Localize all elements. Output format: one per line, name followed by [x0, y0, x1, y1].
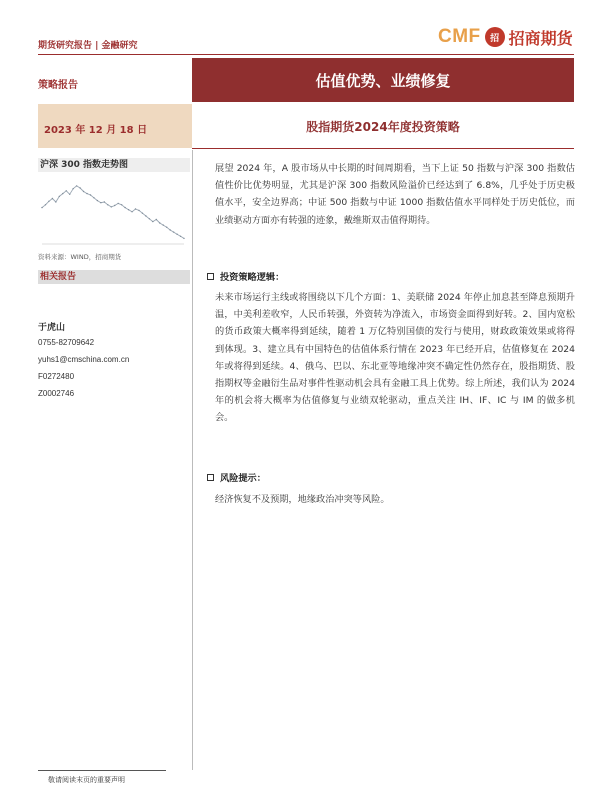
chart-data-point: [72, 188, 73, 189]
chart-data-point: [83, 191, 84, 192]
chart-series-segment: [156, 220, 159, 224]
chart-data-point: [55, 201, 56, 202]
chart-series-segment: [80, 188, 83, 192]
chart-series-segment: [66, 191, 69, 195]
title-divider: [192, 148, 574, 149]
chart-data-point: [52, 198, 53, 199]
header-breadcrumb: 期货研究报告 | 金融研究: [38, 41, 138, 51]
chart-data-point: [62, 193, 63, 194]
chart-series-segment: [45, 201, 48, 205]
analyst-phone: 0755-82709642: [38, 338, 95, 347]
analyst-email[interactable]: yuhs1@cmschina.com.cn: [38, 355, 130, 364]
chart-data-point: [128, 209, 129, 210]
chart-data-point: [100, 202, 101, 203]
chart-data-point: [163, 224, 164, 225]
chart-data-point: [79, 187, 80, 188]
chart-data-point: [131, 211, 132, 212]
related-reports-heading: 相关报告: [38, 270, 190, 284]
logic-section-heading: [207, 269, 284, 283]
chart-data-point: [176, 234, 177, 235]
index-trend-chart: [38, 175, 188, 250]
chart-data-point: [156, 219, 157, 220]
company-logo: [438, 26, 573, 48]
report-title: 股指期货2024年度投资策略: [306, 119, 460, 134]
chart-data-point: [114, 205, 115, 206]
chart-data-point: [135, 208, 136, 209]
report-date: 2023 年 12 月 18 日: [44, 125, 148, 136]
logo-company-name: 招商期货: [508, 28, 573, 48]
square-bullet-icon: [207, 474, 214, 481]
chart-series-segment: [52, 199, 55, 203]
header-divider: [38, 54, 574, 55]
risk-section-heading: [207, 470, 266, 484]
logic-paragraph: 未来市场运行主线或将围绕以下几个方面：1、美联储 2024 年停止加息甚至降息预期升温，中美利差收窄，人民币转强，外资转为净流入，市场资金面得到好转。2、国内宽松的货币政策大概率得到延续，随着 1 万亿特别国债的发行与使用，财政政策效果或将得到体现。3、建立具有中国特色的估值体系行情在 2023 年已经开启，估值修复在 2024 年或将得到延续。4、俄乌、巴以、东北亚等地缘冲突不确定性仍然存在，股指期货、股指期权等金融衍生品对事件性驱动机会具有金融工具上优势。综上所述，我们认为 2024 年的机会将大概率为估值修复与业绩双轮驱动，重点关注 IH、IF、IC 与 IM 的做多机会。: [215, 292, 575, 424]
chart-data-point: [45, 204, 46, 205]
report-category: 策略报告: [38, 80, 78, 91]
chart-data-point: [180, 236, 181, 237]
logic-heading-text: 投资策略逻辑：: [220, 272, 285, 283]
chart-data-point: [183, 238, 184, 239]
chart-data-point: [93, 197, 94, 198]
chart-data-point: [97, 200, 98, 201]
chart-data-point: [117, 203, 118, 204]
chart-data-point: [149, 218, 150, 219]
risk-paragraph: 经济恢复不及预期，地缘政治冲突等风险。: [215, 494, 390, 505]
chart-source: 资料来源：WIND，招商期货: [38, 253, 122, 261]
chart-data-point: [69, 194, 70, 195]
sidebar-divider: [192, 150, 193, 770]
chart-data-point: [152, 221, 153, 222]
chart-data-point: [142, 213, 143, 214]
footer-disclaimer: 敬请阅读末页的重要声明: [48, 776, 125, 784]
chart-data-point: [86, 193, 87, 194]
chart-data-point: [59, 196, 60, 197]
logo-cmf-text: CMF: [438, 26, 481, 47]
analyst-license-f: F0272480: [38, 372, 75, 381]
logo-mark-icon: 招: [485, 27, 505, 47]
chart-series-segment: [56, 196, 59, 202]
chart-data-point: [104, 201, 105, 202]
chart-heading: 沪深 300 指数走势图: [38, 158, 190, 172]
chart-svg: [38, 175, 188, 250]
analyst-name: 于虎山: [38, 323, 66, 333]
chart-data-point: [111, 206, 112, 207]
risk-heading-text: 风险提示：: [220, 473, 266, 484]
chart-data-point: [173, 231, 174, 232]
headline-banner: 估值优势、业绩修复: [192, 58, 574, 102]
chart-data-point: [124, 207, 125, 208]
chart-series-segment: [70, 189, 73, 195]
chart-data-point: [121, 204, 122, 205]
chart-data-point: [41, 207, 42, 208]
chart-data-point: [145, 215, 146, 216]
chart-data-point: [48, 201, 49, 202]
chart-data-point: [107, 204, 108, 205]
footer-divider: [38, 770, 166, 771]
chart-data-point: [166, 227, 167, 228]
square-bullet-icon: [207, 273, 214, 280]
analyst-license-z: Z0002746: [38, 389, 75, 398]
chart-data-point: [76, 185, 77, 186]
chart-data-point: [90, 194, 91, 195]
intro-paragraph: 展望 2024 年，A 股市场从中长期的时间周期看，当下上证 50 指数与沪深 300 指数估值性价比优势明显，尤其是沪深 300 指数风险溢价已经达到了 6.8%，几乎处于历史极值水平，安全边界高；中证 500 指数与中证 1000 指数估值水平同样处于历史低位，而业绩驱动方面亦有转强的迹象，戴维斯双击值得期待。: [215, 163, 575, 226]
chart-data-point: [66, 190, 67, 191]
chart-data-point: [159, 222, 160, 223]
chart-data-point: [169, 229, 170, 230]
chart-data-point: [138, 210, 139, 211]
